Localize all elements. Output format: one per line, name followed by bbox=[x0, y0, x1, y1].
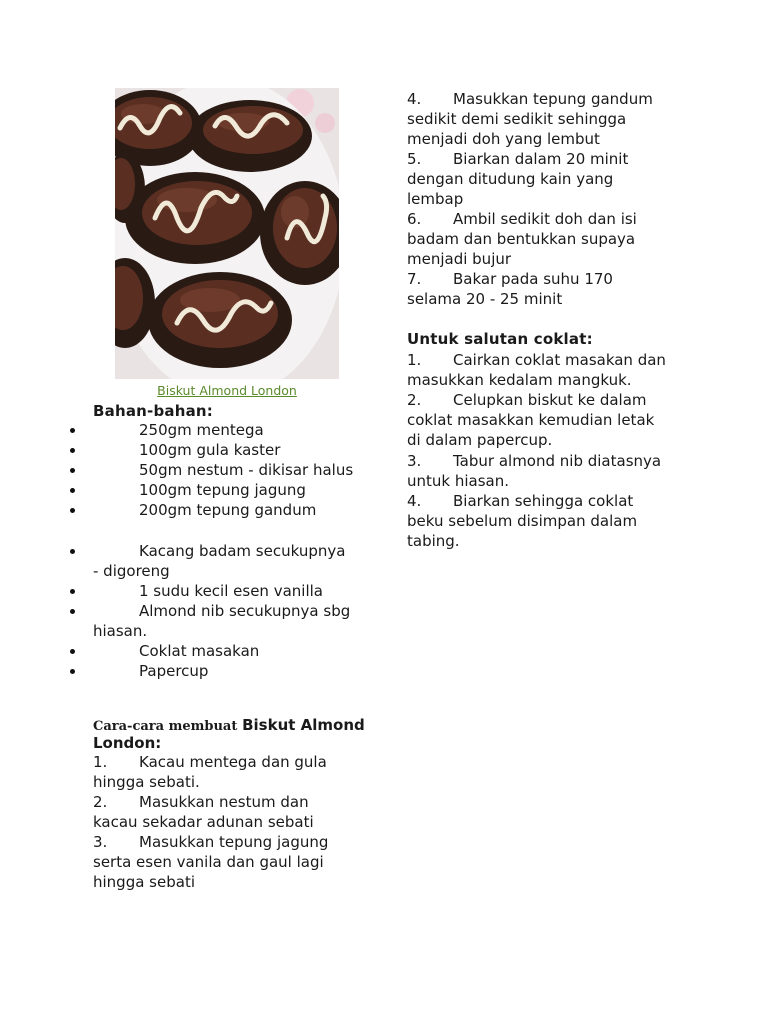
step-text: selama 20 - 25 minit bbox=[407, 290, 563, 308]
step-number: 1. bbox=[407, 351, 422, 369]
step-text: badam dan bentukkan supaya bbox=[407, 230, 636, 248]
coating-heading: Untuk salutan coklat: bbox=[407, 330, 593, 348]
ingredient-item: 100gm tepung jagung bbox=[139, 481, 306, 499]
bullet-icon bbox=[70, 669, 75, 674]
step-text: hingga sebati bbox=[93, 873, 195, 891]
step-text: masukkan kedalam mangkuk. bbox=[407, 371, 632, 389]
photo-caption-link[interactable]: Biskut Almond London bbox=[157, 383, 297, 398]
step-number: 2. bbox=[407, 391, 422, 409]
ingredient-item: 200gm tepung gandum bbox=[139, 501, 317, 519]
ingredient-item: Papercup bbox=[139, 662, 209, 680]
step-text: Kacau mentega dan gula bbox=[139, 753, 327, 771]
ingredient-item: 100gm gula kaster bbox=[139, 441, 281, 459]
step-text: beku sebelum disimpan dalam bbox=[407, 512, 638, 530]
step-number: 1. bbox=[93, 753, 108, 771]
step-text: untuk hiasan. bbox=[407, 472, 510, 490]
step-text: menjadi doh yang lembut bbox=[407, 130, 600, 148]
step-number: 3. bbox=[93, 833, 108, 851]
step-text: Biarkan sehingga coklat bbox=[453, 492, 634, 510]
bullet-icon bbox=[70, 448, 75, 453]
ingredient-item: 1 sudu kecil esen vanilla bbox=[139, 582, 323, 600]
step-number: 4. bbox=[407, 492, 422, 510]
method-heading-name: Biskut Almond bbox=[242, 716, 365, 734]
step-text: coklat masakkan kemudian letak bbox=[407, 411, 655, 429]
ingredients-heading: Bahan-bahan: bbox=[93, 402, 213, 420]
ingredient-item-continuation: - digoreng bbox=[93, 562, 170, 580]
step-text: tabing. bbox=[407, 532, 460, 550]
step-number: 7. bbox=[407, 270, 422, 288]
step-text: Bakar pada suhu 170 bbox=[453, 270, 613, 288]
ingredient-item: 50gm nestum - dikisar halus bbox=[139, 461, 354, 479]
step-text: Cairkan coklat masakan dan bbox=[453, 351, 666, 369]
step-number: 5. bbox=[407, 150, 422, 168]
step-text: hingga sebati. bbox=[93, 773, 200, 791]
step-text: lembap bbox=[407, 190, 464, 208]
bullet-icon bbox=[70, 488, 75, 493]
step-text: kacau sekadar adunan sebati bbox=[93, 813, 314, 831]
bullet-icon bbox=[70, 428, 75, 433]
step-text: Biarkan dalam 20 minit bbox=[453, 150, 629, 168]
bullet-icon bbox=[70, 609, 75, 614]
step-number: 4. bbox=[407, 90, 422, 108]
step-number: 6. bbox=[407, 210, 422, 228]
step-text: serta esen vanila dan gaul lagi bbox=[93, 853, 324, 871]
step-number: 2. bbox=[93, 793, 108, 811]
ingredient-item: Coklat masakan bbox=[139, 642, 260, 660]
bullet-icon bbox=[70, 468, 75, 473]
step-text: Celupkan biskut ke dalam bbox=[453, 391, 647, 409]
step-text: Masukkan tepung jagung bbox=[139, 833, 329, 851]
ingredient-item-continuation: hiasan. bbox=[93, 622, 148, 640]
ingredient-item: Kacang badam secukupnya bbox=[139, 542, 346, 560]
recipe-photo bbox=[115, 88, 339, 379]
step-text: Tabur almond nib diatasnya bbox=[453, 452, 662, 470]
step-number: 3. bbox=[407, 452, 422, 470]
step-text: menjadi bujur bbox=[407, 250, 512, 268]
step-text: sedikit demi sedikit sehingga bbox=[407, 110, 627, 128]
bullet-icon bbox=[70, 549, 75, 554]
method-heading-end: London: bbox=[93, 734, 162, 752]
chocolate-biscuits-image bbox=[115, 88, 339, 379]
bullet-icon bbox=[70, 649, 75, 654]
bullet-icon bbox=[70, 589, 75, 594]
step-text: Masukkan tepung gandum bbox=[453, 90, 653, 108]
step-text: di dalam papercup. bbox=[407, 431, 553, 449]
ingredient-item: 250gm mentega bbox=[139, 421, 264, 439]
step-text: Ambil sedikit doh dan isi bbox=[453, 210, 637, 228]
bullet-icon bbox=[70, 508, 75, 513]
step-text: dengan ditudung kain yang bbox=[407, 170, 614, 188]
method-heading-prefix: Cara-cara membuat bbox=[93, 719, 238, 734]
step-text: Masukkan nestum dan bbox=[139, 793, 309, 811]
ingredient-item: Almond nib secukupnya sbg bbox=[139, 602, 351, 620]
